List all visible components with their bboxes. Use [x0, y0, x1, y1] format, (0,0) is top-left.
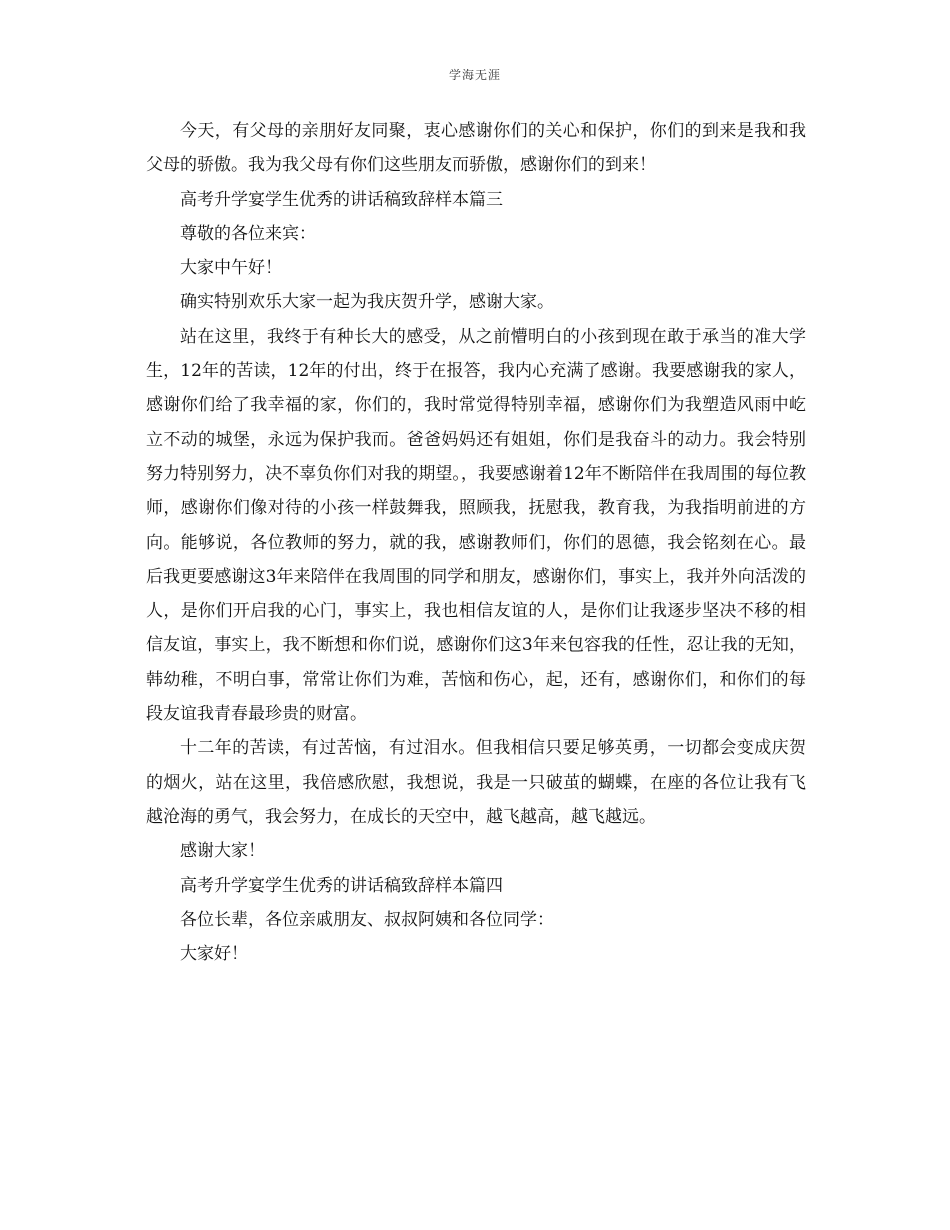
- paragraph-main: 站在这里，我终于有种长大的感受，从之前懵明白的小孩到现在敢于承当的准大学生，12年的苦读，12年的付出，终于在报答，我内心充满了感谢。我要感谢我的家人，感谢你们给了我幸福的家，你们的，我时常觉得特别幸福，感谢你们为我塑造风雨中屹立不动的城堡，永远为保护我而。爸爸妈妈还有姐姐，你们是我奋斗的动力。我会特别努力特别努力，决不辜负你们对我的期望。，我要感谢着12年不断陪伴在我周围的每位教师，感谢你们像对待的小孩一样鼓舞我，照顾我，抚慰我，教育我，为我指明前进的方向。能够说，各位教师的努力，就的我，感谢教师们，你们的恩德，我会铭刻在心。最后我更要感谢这3年来陪伴在我周围的同学和朋友，感谢你们，事实上，我并外向活泼的人，是你们开启我的心门，事实上，我也相信友谊的人，是你们让我逐步坚决不移的相信友谊，事实上，我不断想和你们说，感谢你们这3年来包容我的任性，忍让我的无知，韩幼稚，不明白事，常常让你们为难，苦恼和伤心，起，还有，感谢你们，和你们的每段友谊我青春最珍贵的财富。: [146, 326, 806, 725]
- greeting: 大家中午好！: [180, 258, 282, 279]
- paragraph-1: 今天，有父母的亲朋好友同聚，衷心感谢你们的关心和保护，你们的到来是我和我父母的骄傲。我为我父母有你们这些朋友而骄傲，感谢你们的到来！: [146, 121, 806, 176]
- closing-thanks: 感谢大家！: [180, 841, 265, 862]
- document-body: [146, 114, 806, 971]
- paragraph-twelve-years: 十二年的苦读，有过苦恼，有过泪水。但我相信只要足够英勇，一切都会变成庆贺的烟火，站在这里，我倍感欣慰，我想说，我是一只破茧的蝴蝶，在座的各位让我有飞越沧海的勇气，我会努力，在成长的天空中，越飞越高，越飞越远。: [146, 738, 806, 827]
- salutation-2: 各位长辈，各位亲戚朋友、叔叔阿姨和各位同学：: [180, 909, 554, 930]
- section-heading-3: 高考升学宴学生优秀的讲话稿致辞样本篇三: [180, 189, 503, 210]
- page-header: 学海无涯: [448, 68, 501, 82]
- section-heading-4: 高考升学宴学生优秀的讲话稿致辞样本篇四: [180, 875, 503, 896]
- salutation: 尊敬的各位来宾：: [180, 223, 316, 244]
- paragraph-thanks: 确实特别欢乐大家一起为我庆贺升学，感谢大家。: [180, 292, 554, 313]
- greeting-2: 大家好！: [180, 944, 248, 965]
